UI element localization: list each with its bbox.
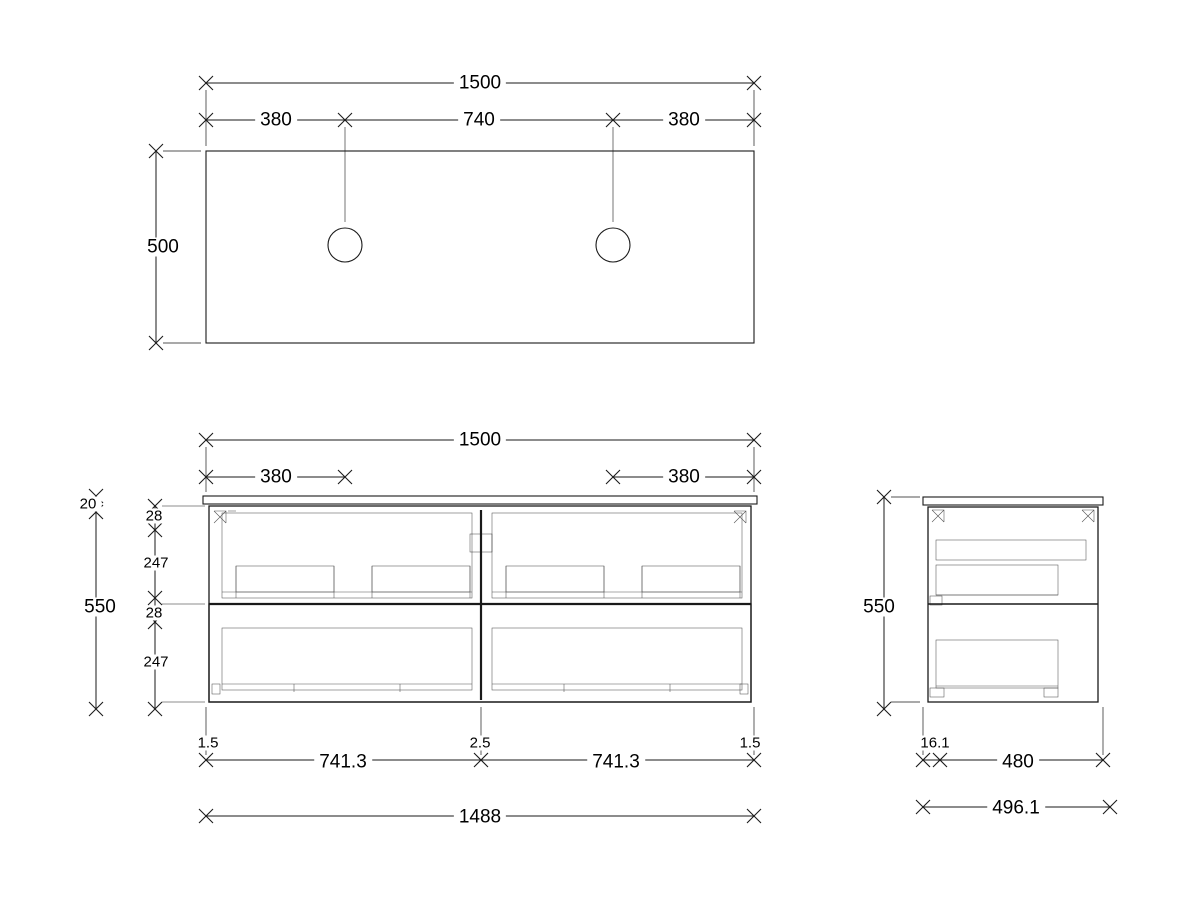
dim-front-carcass-width: 1488 [454, 808, 506, 827]
front-view-geometry [203, 496, 757, 702]
top-view-geometry [206, 151, 754, 343]
dim-front-gap-left: 1.5 [193, 736, 224, 751]
dim-top-depth: 500 [142, 238, 184, 257]
side-view-geometry [923, 497, 1103, 702]
dim-front-drawer-width-right: 741.3 [587, 753, 645, 772]
dim-front-overall-width: 1500 [454, 431, 506, 450]
dim-front-gap-right: 1.5 [735, 736, 766, 751]
dim-top-overall-width: 1500 [454, 74, 506, 93]
dim-side-height: 550 [858, 598, 900, 617]
dim-front-gap-center: 2.5 [465, 736, 496, 751]
dim-side-overall-depth: 496.1 [987, 799, 1045, 818]
dim-front-total-height: 550 [79, 598, 121, 617]
dim-top-segment-right: 380 [663, 111, 705, 130]
dim-front-drawer-bottom: 247 [138, 655, 173, 670]
dim-side-depth: 480 [997, 753, 1039, 772]
dim-top-segment-left: 380 [255, 111, 297, 130]
dim-front-rail-bottom: 28 [141, 606, 168, 621]
dim-front-segment-left: 380 [255, 468, 297, 487]
dim-front-segment-right: 380 [663, 468, 705, 487]
dim-front-top-thickness: 20 [75, 497, 102, 512]
dim-side-top-overhang: 16.1 [915, 736, 954, 751]
dim-top-segment-center: 740 [458, 111, 500, 130]
dim-front-drawer-width-left: 741.3 [314, 753, 372, 772]
dim-front-drawer-top: 247 [138, 556, 173, 571]
dim-front-rail-top: 28 [141, 509, 168, 524]
